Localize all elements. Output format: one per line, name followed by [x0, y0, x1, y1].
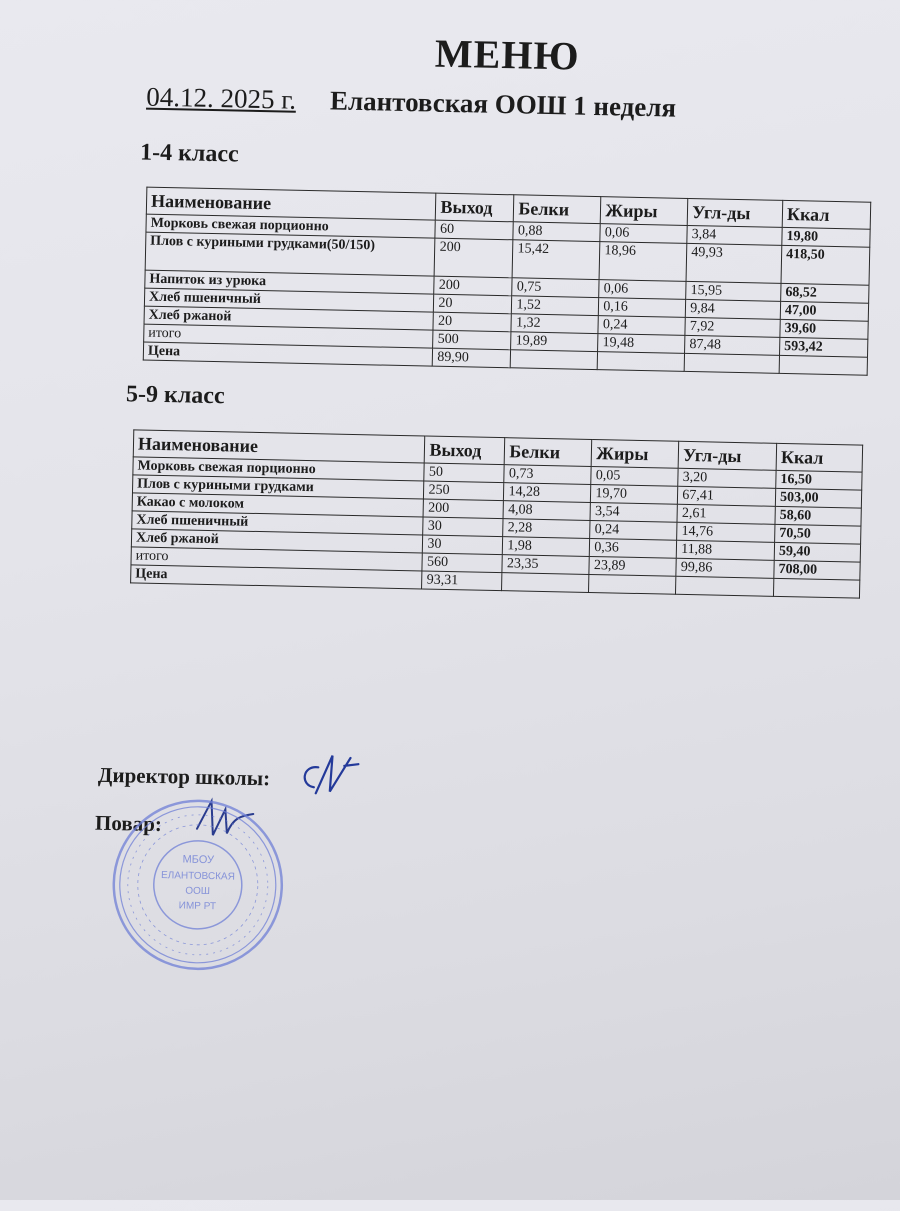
column-header: Наименование: [133, 430, 425, 463]
protein-cell: 2,28: [503, 519, 590, 539]
yield-cell: 60: [435, 220, 513, 240]
carbs-cell: 14,76: [677, 522, 775, 542]
school-name: Елантовская ООШ 1 неделя: [329, 85, 677, 123]
kcal-cell: 503,00: [775, 488, 861, 508]
fat-cell: 0,36: [590, 538, 677, 558]
fat-cell: 0,06: [599, 280, 686, 300]
section-label-1-4: 1-4 класс: [139, 139, 239, 168]
dish-name: Какао с молоком: [132, 493, 424, 517]
total-yield: 560: [422, 553, 502, 573]
protein-cell: 1,32: [511, 314, 598, 334]
price-value: 89,90: [433, 348, 511, 368]
dish-name: Хлеб пшеничный: [132, 511, 424, 535]
empty-cell: [779, 355, 867, 375]
empty-cell: [774, 578, 860, 598]
carbs-cell: 7,92: [685, 317, 780, 337]
yield-cell: 50: [424, 463, 504, 483]
kcal-cell: 39,60: [780, 319, 868, 339]
menu-date: 04.12. 2025 г.: [145, 81, 297, 115]
column-header: Угл-ды: [678, 441, 776, 470]
stamp-line: ООШ: [185, 885, 211, 898]
empty-cell: [511, 350, 598, 370]
empty-cell: [597, 352, 684, 372]
protein-cell: 0,88: [513, 222, 600, 242]
yield-cell: 20: [434, 294, 512, 314]
carbs-cell: 49,93: [686, 243, 782, 283]
column-header: Выход: [425, 436, 505, 465]
dish-name: Хлеб пшеничный: [144, 288, 434, 312]
empty-cell: [502, 573, 589, 593]
director-signature: [291, 745, 362, 806]
dish-name: Морковь свежая порционно: [146, 214, 436, 238]
protein-cell: 1,52: [512, 296, 599, 316]
empty-cell: [676, 576, 774, 596]
total-label: итого: [131, 547, 423, 571]
kcal-cell: 16,50: [776, 470, 862, 490]
column-header: Белки: [505, 438, 592, 467]
dish-name: Плов с куриными грудками(50/150): [145, 232, 435, 276]
fat-cell: 0,06: [600, 224, 687, 244]
menu-table-1-4: [143, 187, 871, 376]
empty-cell: [684, 353, 779, 373]
total-kcal: 708,00: [774, 560, 860, 580]
director-label: Директор школы:: [97, 762, 271, 791]
kcal-cell: 19,80: [782, 227, 870, 247]
dish-name: Хлеб ржаной: [131, 529, 423, 553]
carbs-cell: 11,88: [676, 540, 774, 560]
kcal-cell: 58,60: [775, 506, 861, 526]
cook-label: Повар:: [94, 810, 163, 837]
carbs-cell: 9,84: [686, 299, 781, 319]
page-title: МЕНЮ: [434, 30, 580, 79]
total-protein: 19,89: [511, 332, 598, 352]
protein-cell: 0,73: [504, 465, 591, 485]
column-header: Ккал: [782, 200, 870, 229]
menu-headline: [146, 82, 676, 124]
dish-name: Напиток из урюка: [145, 270, 435, 294]
stamp-line: ИМР РТ: [178, 900, 217, 913]
yield-cell: 30: [423, 535, 503, 555]
yield-cell: 200: [434, 276, 512, 296]
fat-cell: 0,16: [599, 298, 686, 318]
total-yield: 500: [433, 330, 511, 350]
fat-cell: 0,24: [598, 316, 685, 336]
carbs-cell: 3,84: [687, 225, 782, 245]
dish-name: Хлеб ржаной: [144, 306, 434, 330]
price-value: 93,31: [422, 571, 502, 591]
carbs-cell: 67,41: [678, 486, 776, 506]
column-header: Жиры: [591, 439, 678, 468]
empty-cell: [589, 574, 676, 594]
stamp-line: МБОУ: [182, 853, 215, 867]
fat-cell: 3,54: [590, 502, 677, 522]
total-carbs: 99,86: [676, 558, 774, 578]
total-fat: 23,89: [589, 556, 676, 576]
column-header: Выход: [436, 193, 514, 222]
column-header: Ккал: [776, 443, 862, 472]
fat-cell: 0,05: [591, 466, 678, 486]
column-header: Наименование: [146, 187, 436, 220]
column-header: Жиры: [601, 197, 688, 226]
protein-cell: 15,42: [512, 240, 600, 280]
kcal-cell: 68,52: [781, 283, 869, 303]
dish-name: Плов с куриными грудками: [132, 475, 424, 499]
section-label-5-9: 5-9 класс: [125, 381, 225, 410]
price-label: Цена: [143, 342, 433, 366]
yield-cell: 200: [424, 499, 504, 519]
fat-cell: 18,96: [599, 242, 687, 282]
total-kcal: 593,42: [780, 337, 868, 357]
school-stamp: [106, 793, 290, 977]
yield-cell: 20: [433, 312, 511, 332]
dish-name: Морковь свежая порционно: [133, 457, 425, 481]
column-header: Белки: [514, 195, 601, 224]
fat-cell: 0,24: [590, 520, 677, 540]
column-header: Угл-ды: [687, 198, 782, 227]
carbs-cell: 3,20: [678, 468, 776, 488]
menu-table-5-9: [130, 429, 863, 598]
total-label: итого: [144, 324, 434, 348]
yield-cell: 200: [435, 238, 514, 278]
protein-cell: 14,28: [504, 483, 591, 503]
kcal-cell: 59,40: [774, 542, 860, 562]
stamp-line: ЕЛАНТОВСКАЯ: [160, 870, 235, 883]
yield-cell: 30: [423, 517, 503, 537]
carbs-cell: 2,61: [677, 504, 775, 524]
protein-cell: 4,08: [503, 501, 590, 521]
kcal-cell: 47,00: [780, 301, 868, 321]
carbs-cell: 15,95: [686, 281, 781, 301]
kcal-cell: 418,50: [781, 245, 870, 285]
price-label: Цена: [131, 565, 423, 589]
protein-cell: 1,98: [503, 537, 590, 557]
total-carbs: 87,48: [685, 335, 780, 355]
total-protein: 23,35: [502, 555, 589, 575]
kcal-cell: 70,50: [775, 524, 861, 544]
protein-cell: 0,75: [512, 278, 599, 298]
fat-cell: 19,70: [591, 484, 678, 504]
total-fat: 19,48: [598, 334, 685, 354]
yield-cell: 250: [424, 481, 504, 501]
